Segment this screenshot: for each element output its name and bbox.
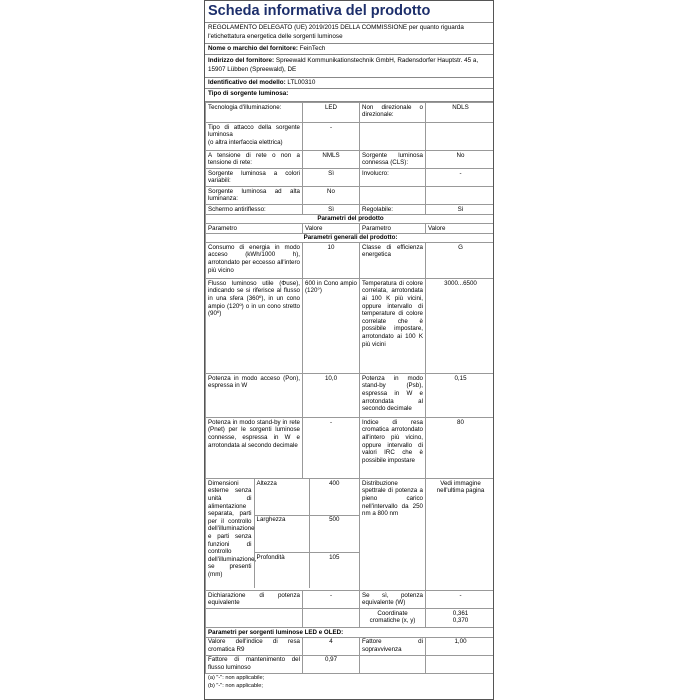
pon-value: 10,0 [303,374,360,418]
led-params-header: Parametri per sorgenti luminose LED e OLED: [206,628,495,638]
regulation-intro: REGOLAMENTO DELEGATO (UE) 2019/2015 DELLA COMMISSIONE per quanto riguarda l'etichettatura energetica delle sorgenti luminose [205,23,493,44]
dimensions-cell [206,479,360,591]
spd-value: Vedi immagine nell'ultima pagina [426,479,495,591]
width-label: Larghezza [254,515,309,553]
colour-value: Sì [303,169,360,187]
chroma-label: Coordinate cromatiche (x, y) [360,609,426,628]
dimm-value: Sì [426,205,495,215]
col-param-1: Parametro [206,224,303,234]
cct-value: 3000...6500 [426,279,495,374]
r9-label: Valore dell'indice di resa cromatica R9 [206,637,303,655]
psb-value: 0,15 [426,374,495,418]
psb-label: Potenza in modo stand-by (Psb), espressa in W e arrotondata al secondo decimale [360,374,426,418]
eclass-label: Classe di efficienza energetica [360,243,426,279]
supplier-address-value: Spreewald Kommunikationstechnik GmbH, Radensdorfer Hauptstr. 45 a, 15907 Lübben (Spreewald), DE [208,57,479,73]
chroma-x: 0,361 [452,609,469,617]
highlum-label: Sorgente luminosa ad alta luminanza: [206,187,303,205]
flux-label: Flusso luminoso utile (Φuse), indicando se si riferisce al flusso in una sfera (360º), in un cono ampio (120º) o in un cono stretto (90º) [206,279,303,374]
cls-label: Sorgente luminosa connessa (CLS): [360,151,426,169]
nondir-value: NDLS [426,103,495,123]
envelope-label: Involucro: [360,169,426,187]
source-type-header: Tipo di sorgente luminosa: [205,89,493,102]
supplier-name-row [205,44,493,55]
maintenance-label: Fattore di mantenimento del flusso luminoso [206,655,303,673]
chroma-values [426,609,495,628]
cls-value: No [426,151,495,169]
glare-label: Schermo antiriflesso: [206,205,303,215]
product-params-header: Parametri del prodotto [206,214,495,224]
spd-label: Distribuzione spettrale di potenza a pieno carico nell'intervallo da 250 nm a 800 nm [360,479,426,591]
depth-label: Profondità [254,553,309,589]
ifyes-label: Se sì, potenza equivalente (W) [360,591,426,609]
height-value: 400 [309,479,359,515]
energy-value: 10 [303,243,360,279]
footnote-b: (b) "-": non applicable; [208,682,263,689]
nondir-label: Non direzionale o direzionale: [360,103,426,123]
product-information-sheet [204,0,494,700]
pon-label: Potenza in modo acceso (Pon), espressa in W [206,374,303,418]
sheet-title: Scheda informativa del prodotto [205,1,493,23]
cap-cell [206,123,303,151]
r9-value: 4 [303,637,360,655]
supplier-name-value: FeinTech [299,45,326,53]
mains-value: NMLS [303,151,360,169]
cct-label: Temperatura di colore correlata, arrotondata ai 100 K più vicini, oppure intervallo di temperature di colore correlate che è possibile impostare, arrotondato ai 100 K più vicini [360,279,426,374]
mains-label: A tensione di rete o non a tensione di rete: [206,151,303,169]
width-value: 500 [309,515,359,553]
glare-value: Sì [303,205,360,215]
eqpow-value: - [303,591,360,609]
dims-label: Dimensioni esterne senza unità di alimentazione separata, parti per il controllo dell'illuminazione e parti senza funzioni di controllo dell'illuminazione, se presenti (mm) [208,479,257,578]
highlum-value: No [303,187,360,205]
eclass-value: G [426,243,495,279]
survival-label: Fattore di sopravvivenza [360,637,426,655]
model-value: LTL00310 [287,79,316,86]
dimm-label: Regolabile: [360,205,426,215]
model-row [205,78,493,89]
eqpow-label: Dichiarazione di potenza equivalente [206,591,303,609]
depth-value: 105 [309,553,359,589]
cap-value: - [303,123,360,151]
pnet-value: - [303,418,360,479]
pnet-label: Potenza in modo stand-by in rete (Pnet) per le sorgenti luminose connesse, espressa in W e arrotondata al secondo decimale [206,418,303,479]
envelope-value: - [426,169,495,187]
cri-label: Indice di resa cromatica arrotondato all'intero più vicino, oppure intervallo di valori IRC che è possibile impostare [360,418,426,479]
footnotes [205,674,493,690]
tech-value: LED [303,103,360,123]
colour-label: Sorgente luminosa a colori variabili: [206,169,303,187]
cap-sub: (o altra interfaccia elettrica) [208,138,283,146]
source-type-table [205,102,494,674]
maintenance-value: 0,97 [303,655,360,673]
supplier-address-label: Indirizzo del fornitore: [208,57,275,65]
supplier-address-row [205,55,493,78]
tech-label: Tecnologia d'illuminazione: [206,103,303,123]
energy-label: Consumo di energia in modo acceso (kWh/1000 h), arrotondato per eccesso all'intero più vicino [206,243,303,279]
cri-value: 80 [426,418,495,479]
col-value-1: Valore [303,224,360,234]
cap-label: Tipo di attacco della sorgente luminosa [208,123,300,139]
ifyes-value: - [426,591,495,609]
model-label: Identificativo del modello: [208,79,286,86]
col-param-2: Parametro [360,224,426,234]
survival-value: 1,00 [426,637,495,655]
general-params-header: Parametri generali del prodotto: [206,233,495,243]
chroma-y: 0,370 [452,617,469,625]
height-label: Altezza [254,479,309,515]
flux-value: 600 in Cono ampio (120°) [303,279,360,374]
supplier-name-label: Nome o marchio del fornitore: [208,45,298,53]
col-value-2: Valore [426,224,495,234]
footnote-a: (a) "-": non applicabile; [208,674,265,681]
